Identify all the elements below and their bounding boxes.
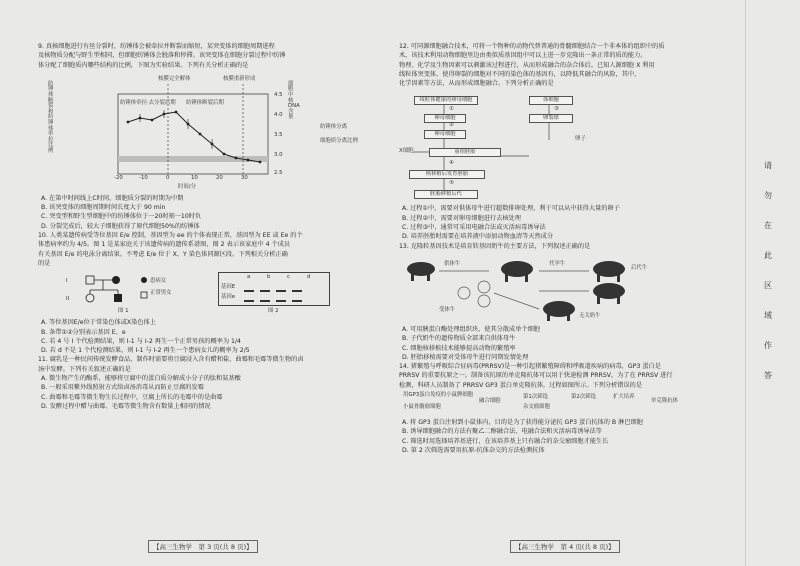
q14-option-c: C. 筛选时用选择培养基进行，在该培养基上只有融合的杂交瘤细胞才能生长 — [402, 437, 609, 445]
y-tick-right: 2.5 — [274, 169, 283, 176]
q12-stem: 术，该技术利用动物细胞里边由类似质基因组中可以上进一步克隆出一条正常的质的能力。 — [399, 52, 647, 60]
right-column — [399, 42, 747, 455]
q9-stem: 体分配了细胞质内哪些结构的比例，下图为实验结果。下列有关分析正确的是 — [38, 61, 249, 69]
spindle-curve — [128, 112, 260, 162]
x-tick: 20 — [216, 174, 223, 181]
legend-affected: 患病女 — [150, 278, 167, 285]
figure-2-caption: 图 2 — [268, 308, 279, 315]
band-row-e-upper: 基因E — [221, 284, 236, 291]
q14-stem: 14. 猪繁殖与呼吸综合征病毒(PRRSV)是一种引起猪繁殖障碍和呼吸道疾病的病毒，GP3 蛋白是 — [399, 363, 661, 371]
y-axis-label-right: 细胞中核DNA含量 — [288, 80, 300, 121]
flow-top-label: 用GP3蛋白免疫的小鼠脾细胞 — [403, 392, 474, 399]
lane-d: d — [307, 274, 311, 281]
egg-label: 卵子 — [575, 136, 586, 143]
x-cell-label: X细胞 — [399, 148, 414, 155]
cow-label: 受体牛 — [439, 306, 456, 313]
q12-stem: 化学因素等方法，从而形成细胞融合。下列分析正确的是 — [399, 80, 554, 88]
flow-box: 核移植后发育胚胎 — [409, 170, 485, 179]
left-column — [38, 42, 388, 411]
q12-option-a: A. 过程①中，需要对供体母牛进行超数排卵处理，利于可以从中获得大量的卵子 — [402, 205, 620, 213]
flow-box: 体细胞 — [529, 96, 573, 105]
margin-char: 勿 — [764, 191, 772, 200]
margin-char: 域 — [764, 311, 772, 320]
q11-option-b: B. 一般采用紫外线照射方式给卤汤消毒从而防止豆腐的发霉 — [41, 384, 204, 392]
q9-option-b: B. 该突变体的细胞周期时间长度大于 90 min — [41, 204, 166, 212]
q11-stem: 11. 腐乳是一种民间传统发酵食品，制作时需要将豆腐浸入含有醋和盐、曲霉和毛霉等微生物的卤 — [38, 356, 304, 364]
q9-figure — [38, 72, 388, 192]
step-3: ③ — [554, 106, 559, 113]
q10-option-c: C. 若 4 号 I 个代检测结果，则 I-1 与 I-2 再生一个正常男孩的概率为 1/4 — [41, 337, 241, 345]
q10-stem: 有关基因 E/e 的电泳分离结果。不考虑 E/e 位于 X、Y 染色体同源区段。下列相关分析正确 — [38, 250, 288, 258]
lane-a: a — [247, 274, 251, 281]
bands-row-2 — [241, 296, 305, 305]
q10-stem: 体患病率约为 4/5。图 1 是某家庭关于该遗传病的遗传系谱图，图 2 表示该家庭中 4 个成员 — [38, 241, 291, 249]
q12-stem: 12. 可同源细胞融合技术，可将一个物种的动物代替普通的骨髓细胞结合一个非本体的组织中的质 — [399, 43, 665, 50]
margin-char: 在 — [764, 221, 772, 230]
flow-step: 第1次筛选 — [523, 394, 548, 401]
flow-step: 单克隆抗体 — [651, 398, 678, 405]
gel-box — [218, 272, 330, 306]
do-not-answer-margin — [745, 0, 792, 566]
margin-char: 区 — [764, 281, 772, 290]
y-tick-right: 4.5 — [274, 91, 283, 98]
cow-illustrations — [399, 253, 659, 323]
flow-box: 线粒体健康的卵母细胞 — [414, 96, 478, 105]
q9-stem: 9. 真核细胞进行有丝分裂时，纺锤体会被牵拉并断裂而缩短，某突变体的细胞周期进程 — [38, 43, 275, 50]
q14-stem: 检测，科研人员制备了 PRRSV GP3 蛋白单克隆抗体，过程如图所示。下列分析错误的是 — [399, 381, 643, 389]
q10-option-a: A. 等位基因E/e位于常染色体或X染色体上 — [41, 319, 156, 327]
annotation-envelope: 核膜完全解体 — [158, 75, 191, 82]
margin-char: 此 — [764, 251, 772, 260]
flow-box: 卵母细胞 — [424, 114, 466, 123]
q12-stem: 物理、化学及生物因素可以刺激该过程进行，从而形成融合的杂合体后。已知人源细胞 X 利用 — [399, 61, 655, 69]
q9-stem: 及核物质分配与野生型相同，但细胞纺锤体会脱落和停滞。该突变体在细胞分裂过程中纺锤 — [38, 52, 286, 60]
flow-box: 重组胚胎 — [429, 148, 501, 157]
lane-b: b — [267, 274, 271, 281]
flow-step: 第2次筛选 — [571, 394, 596, 401]
flow-arrows — [399, 90, 649, 202]
margin-char: 请 — [764, 161, 772, 170]
flow-step: 扩大培养 — [613, 394, 635, 401]
q13-option-d: D. 胚胎移植需要对受体母牛进行同期发情处理 — [402, 353, 529, 361]
x-axis-label: 时间/分 — [178, 183, 196, 190]
q13-stem: 13. 克隆转基因技术是培育转基因奶牛的主要方法，下列叙述正确的是 — [399, 242, 591, 250]
q13-option-a: A. 可用胰蛋白酶处理组织块，使其分散成单个细胞 — [402, 325, 540, 333]
y-axis-label-left: 纺锤体断裂和纺锤体牵拉比例 — [48, 80, 54, 155]
q10-stem: 10. 人类某遗传病受等位基因 E/e 控制，基因型为 ee 的个体表现正常，基因型为 EE 或 Ee 的个 — [38, 232, 303, 240]
bands-row-1 — [241, 286, 305, 295]
flow-box: 卵母细胞 — [424, 130, 466, 139]
page-footer-left: 【高三生物学 第 3 页(共 8 页)】 — [148, 540, 258, 553]
q12-option-d: D. 培养胚胎时需要在培养液中添加动物血清等天然成分 — [402, 233, 554, 241]
x-tick: 30 — [241, 174, 248, 181]
q14-stem: PRRSV 的重要抗原之一。制备该抗原的单克隆抗体可以用于快速检测 PRRSV，为了在 PRRSV 进行 — [399, 372, 673, 380]
flow-step: 小鼠骨髓瘤细胞 — [403, 404, 441, 411]
q10-stem: 的是 — [38, 259, 51, 267]
margin-char: 作 — [764, 341, 772, 350]
q13-cow-diagram — [399, 253, 747, 323]
q14-option-d: D. 第 2 次筛选需要用抗原-抗体杂交的方法检测抗体 — [402, 446, 545, 454]
annotation-break: 纺锤体断裂后期 — [186, 99, 224, 106]
q11-option-a: A. 微生物产生的酶系，能够将豆腐中的蛋白质分解成小分子的肽和氨基酸 — [41, 375, 241, 383]
y-tick-right: 4.0 — [274, 111, 283, 118]
q9-option-c: C. 突变型和野生型细胞中的纺锤体位于一20时刻一10时负 — [41, 213, 202, 221]
figure-1-caption: 图 1 — [118, 308, 129, 315]
flow-box: 卵裂球 — [529, 114, 573, 123]
y-tick-right: 3.5 — [274, 131, 283, 138]
x-tick: -10 — [139, 174, 148, 181]
q12-flowchart — [399, 90, 747, 202]
generation-2: II — [66, 296, 70, 303]
q12-option-c: C. 过程③中，通常可采用电融合法或灭活病毒诱导法 — [402, 224, 546, 232]
error-bars — [140, 110, 212, 149]
q14-flowchart — [399, 392, 747, 416]
flow-step: 融合细胞 — [479, 398, 501, 405]
flow-box: 胚胎移植后代 — [414, 190, 478, 199]
q13-option-b: B. 子代奶牛的遗传物质全部来自供体母牛 — [402, 335, 516, 343]
generation-1: I — [66, 278, 68, 285]
q9-chart — [78, 72, 348, 192]
cow-label: 无关奶牛 — [579, 312, 601, 319]
curve-points — [127, 110, 262, 163]
x-tick: -20 — [114, 174, 123, 181]
q11-stem: 汤中发酵。下列有关叙述正确的是 — [38, 365, 131, 373]
legend-spindle: 纺锤体分离 — [320, 123, 347, 130]
cow-label: 后代牛 — [631, 264, 648, 271]
step-5: ⑤ — [449, 180, 454, 187]
q12-stem: 线粒体突变体，使得卵裂的细胞对不同的染色体的基因有，以降低其融合的风险，其中， — [399, 70, 641, 78]
q9-option-a: A. 在第中时间线上C时间，细胞质分裂的时期为中期 — [41, 194, 184, 202]
legend-cytoplasm: 细胞质分离比例 — [320, 137, 358, 144]
annotation-reform: 核膜重新形成 — [223, 75, 256, 82]
lane-c: c — [287, 274, 290, 281]
q14-option-a: A. 将 GP3 蛋白注射到小鼠体内，目的是为了获得能分泌抗 GP3 蛋白抗体的 B 淋巴细胞 — [402, 419, 643, 427]
q10-option-b: B. 条带①②分别表示基因 E、e — [41, 328, 126, 336]
legend-normal: 正常男女 — [150, 290, 172, 297]
q11-option-c: C. 曲霉和毛霉等微生物生长过程中，豆腐上所长的毛霉中的是曲霉 — [41, 393, 223, 401]
cow-label: 供体牛 — [444, 260, 461, 267]
y-tick-right: 3.0 — [274, 151, 283, 158]
step-2: ② — [449, 122, 454, 129]
x-tick: 10 — [191, 174, 198, 181]
cow-label: 代孕牛 — [549, 260, 566, 267]
flow-step: 杂交瘤细胞 — [523, 404, 550, 411]
q14-option-b: B. 诱导细胞融合的方法有聚乙二醇融合法、电融合法和灭活病毒诱导法等 — [402, 428, 602, 436]
annotation-pull: 纺锤体牵拉·去分裂后期 — [120, 99, 176, 106]
cytoplasm-band — [118, 156, 268, 162]
x-tick: 0 — [166, 174, 170, 181]
band-row-e-lower: 基因e — [221, 294, 236, 301]
q9-option-d: D. 分裂完成后，较大子细胞获得了原代细胞50%的纺锤体 — [41, 222, 200, 230]
q12-option-b: B. 过程②中，需要对卵母细胞进行去核处理 — [402, 214, 521, 222]
margin-char: 答 — [764, 371, 772, 380]
step-1: ① — [449, 106, 454, 113]
step-4: ④ — [449, 160, 454, 167]
q10-figures — [38, 270, 388, 316]
q13-option-c: C. 细胞核移植技术能够提高动物的繁殖率 — [402, 344, 516, 352]
q10-option-d: D. 若 d 不是 1 个代检测结果，则 I-1 与 I-2 再生一个患病女儿的概率为 2/5 — [41, 347, 250, 355]
q11-option-d: D. 发酵过程中醋与曲霉、毛霉等微生物含有数量上相同的情况 — [41, 402, 211, 410]
page-footer-right: 【高三生物学 第 4 页(共 8 页)】 — [510, 540, 620, 553]
